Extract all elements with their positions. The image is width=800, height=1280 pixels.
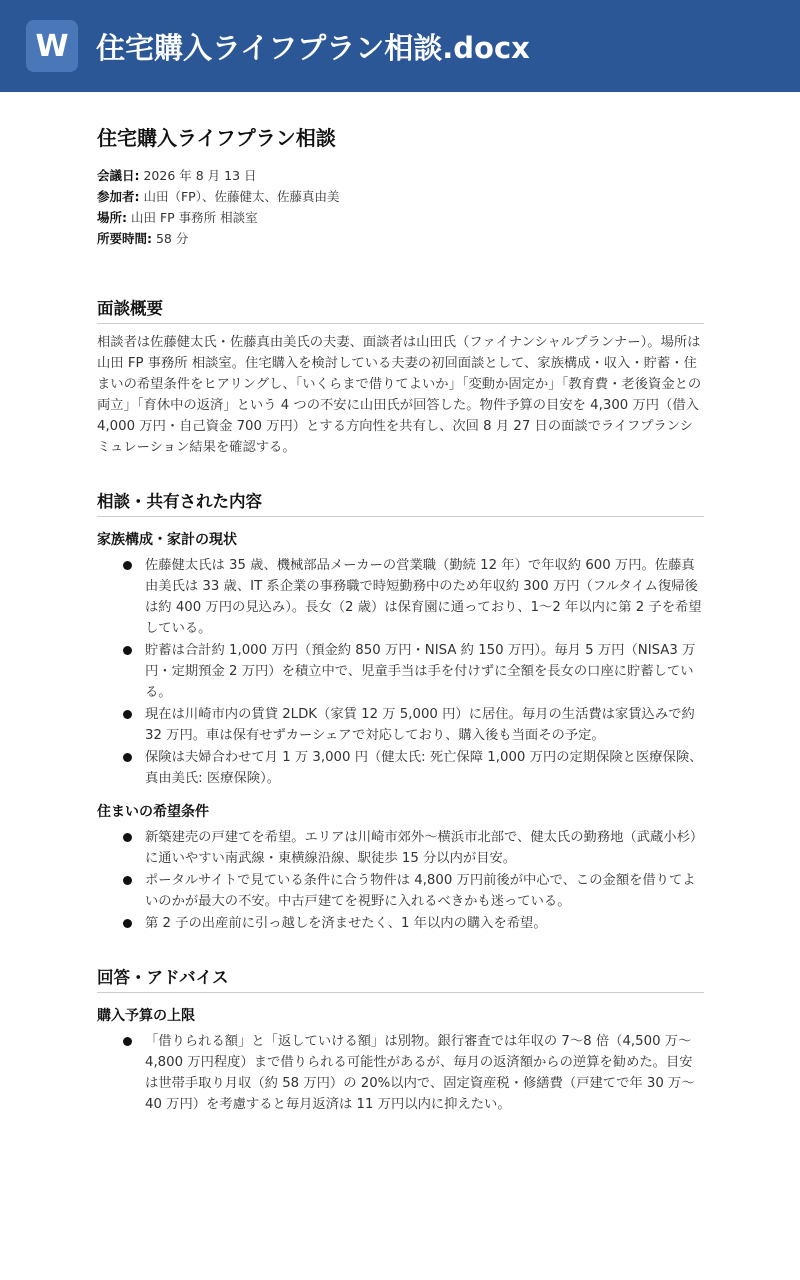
word-app-icon xyxy=(26,20,78,72)
title-bar xyxy=(0,0,800,92)
meta-block xyxy=(97,165,704,249)
subheading-family: 家族構成・家計の現状 xyxy=(97,532,237,548)
meta-value: 山田（FP）、佐藤健太、佐藤真由美 xyxy=(139,189,340,204)
bullet-icon xyxy=(123,1037,132,1046)
meta-value: 58 分 xyxy=(152,231,189,246)
meta-value: 山田 FP 事務所 相談室 xyxy=(127,210,258,225)
bullet-icon xyxy=(123,646,132,655)
list-item-text: 新築建売の戸建てを希望。エリアは川崎市郊外〜横浜市北部で、健太氏の勤務地（武蔵小杉）に通いやすい南武線・東横線沿線、駅徒歩 15 分以内が目安。 xyxy=(145,830,704,866)
document-title: 住宅購入ライフプラン相談 xyxy=(97,126,336,150)
meta-date xyxy=(97,165,704,186)
list-item xyxy=(97,827,704,869)
bullet-icon xyxy=(123,753,132,762)
meta-duration xyxy=(97,228,704,249)
document-body xyxy=(0,92,800,1115)
list-item xyxy=(97,913,704,934)
section-heading-advice: 回答・アドバイス xyxy=(97,964,704,993)
bullet-icon xyxy=(123,919,132,928)
list-item xyxy=(97,640,704,703)
meta-label: 所要時間: xyxy=(97,231,152,246)
list-item xyxy=(97,870,704,912)
app-icon-letter: W xyxy=(35,28,69,64)
list-item xyxy=(97,1031,704,1115)
list-item xyxy=(97,555,704,639)
list-item-text: 貯蓄は合計約 1,000 万円（預金約 850 万円・NISA 約 150 万円）。毎月 5 万円（NISA3 万円・定期預金 2 万円）を積立中で、児童手当は手を付けずに全額を長女の口座に貯蓄している。 xyxy=(145,643,696,700)
meta-location xyxy=(97,207,704,228)
bullet-icon xyxy=(123,561,132,570)
bullet-icon xyxy=(123,710,132,719)
list-item xyxy=(97,747,704,789)
list-item-text: ポータルサイトで見ている条件に合う物件は 4,800 万円前後が中心で、この金額を借りてよいのかが最大の不安。中古戸建てを視野に入れるべきかも迷っている。 xyxy=(145,873,696,909)
list-item-text: 「借りられる額」と「返していける額」は別物。銀行審査では年収の 7〜8 倍（4,500 万〜4,800 万円程度）まで借りられる可能性があるが、毎月の返済額からの逆算を勧めた。目安は世帯手取り月収（約 58 万円）の 20%以内で、固定資産税・修繕費（戸建てで年 30 万〜40 万円）を考慮すると毎月返済は 11 万円以内に抑えたい。 xyxy=(145,1034,695,1112)
meta-value: 2026 年 8 月 13 日 xyxy=(139,168,257,183)
bullet-icon xyxy=(123,876,132,885)
bullet-icon xyxy=(123,833,132,842)
list-item-text: 現在は川崎市内の賃貸 2LDK（家賃 12 万 5,000 円）に居住。毎月の生活費は家賃込みで約 32 万円。車は保有せずカーシェアで対応しており、購入後も当面その予定。 xyxy=(145,707,695,743)
meta-label: 会議日: xyxy=(97,168,140,183)
summary-paragraph: 相談者は佐藤健太氏・佐藤真由美氏の夫妻、面談者は山田氏（ファイナンシャルプランナー）。場所は山田 FP 事務所 相談室。住宅購入を検討している夫妻の初回面談として、家族構成・収入・貯蓄・住まいの希望条件をヒアリングし、「いくらまで借りてよいか」「変動か固定か」「教育費・老後資金との両立」「育休中の返済」という 4 つの不安に山田氏が回答した。物件予算の目安を 4,300 万円（借入 4,000 万円・自己資金 700 万円）とする方向性を共有し、次回 8 月 27 日の面談でライフプランシミュレーション結果を確認する。 xyxy=(97,335,702,455)
meta-participants xyxy=(97,186,704,207)
meta-label: 参加者: xyxy=(97,189,140,204)
meta-label: 場所: xyxy=(97,210,127,225)
subheading-housing: 住まいの希望条件 xyxy=(97,804,209,820)
list-item-text: 保険は夫婦合わせて月 1 万 3,000 円（健太氏: 死亡保障 1,000 万円の定期保険と医療保険、真由美氏: 医療保険）。 xyxy=(145,750,703,786)
list-item-text: 第 2 子の出産前に引っ越しを済ませたく、1 年以内の購入を希望。 xyxy=(145,916,547,931)
subheading-budget: 購入予算の上限 xyxy=(97,1008,195,1024)
housing-list xyxy=(97,827,704,934)
window-title: 住宅購入ライフプラン相談.docx xyxy=(96,30,530,65)
section-heading-summary: 面談概要 xyxy=(97,295,704,324)
family-list xyxy=(97,555,704,789)
list-item-text: 佐藤健太氏は 35 歳、機械部品メーカーの営業職（勤続 12 年）で年収約 600 万円。佐藤真由美氏は 33 歳、IT 系企業の事務職で時短勤務中のため年収約 300 万円（フルタイム復帰後は約 400 万円の見込み）。長女（2 歳）は保育園に通っており、1〜2 年以内に第 2 子を希望している。 xyxy=(145,558,702,636)
section-heading-shared: 相談・共有された内容 xyxy=(97,488,704,517)
list-item xyxy=(97,704,704,746)
budget-list xyxy=(97,1031,704,1115)
